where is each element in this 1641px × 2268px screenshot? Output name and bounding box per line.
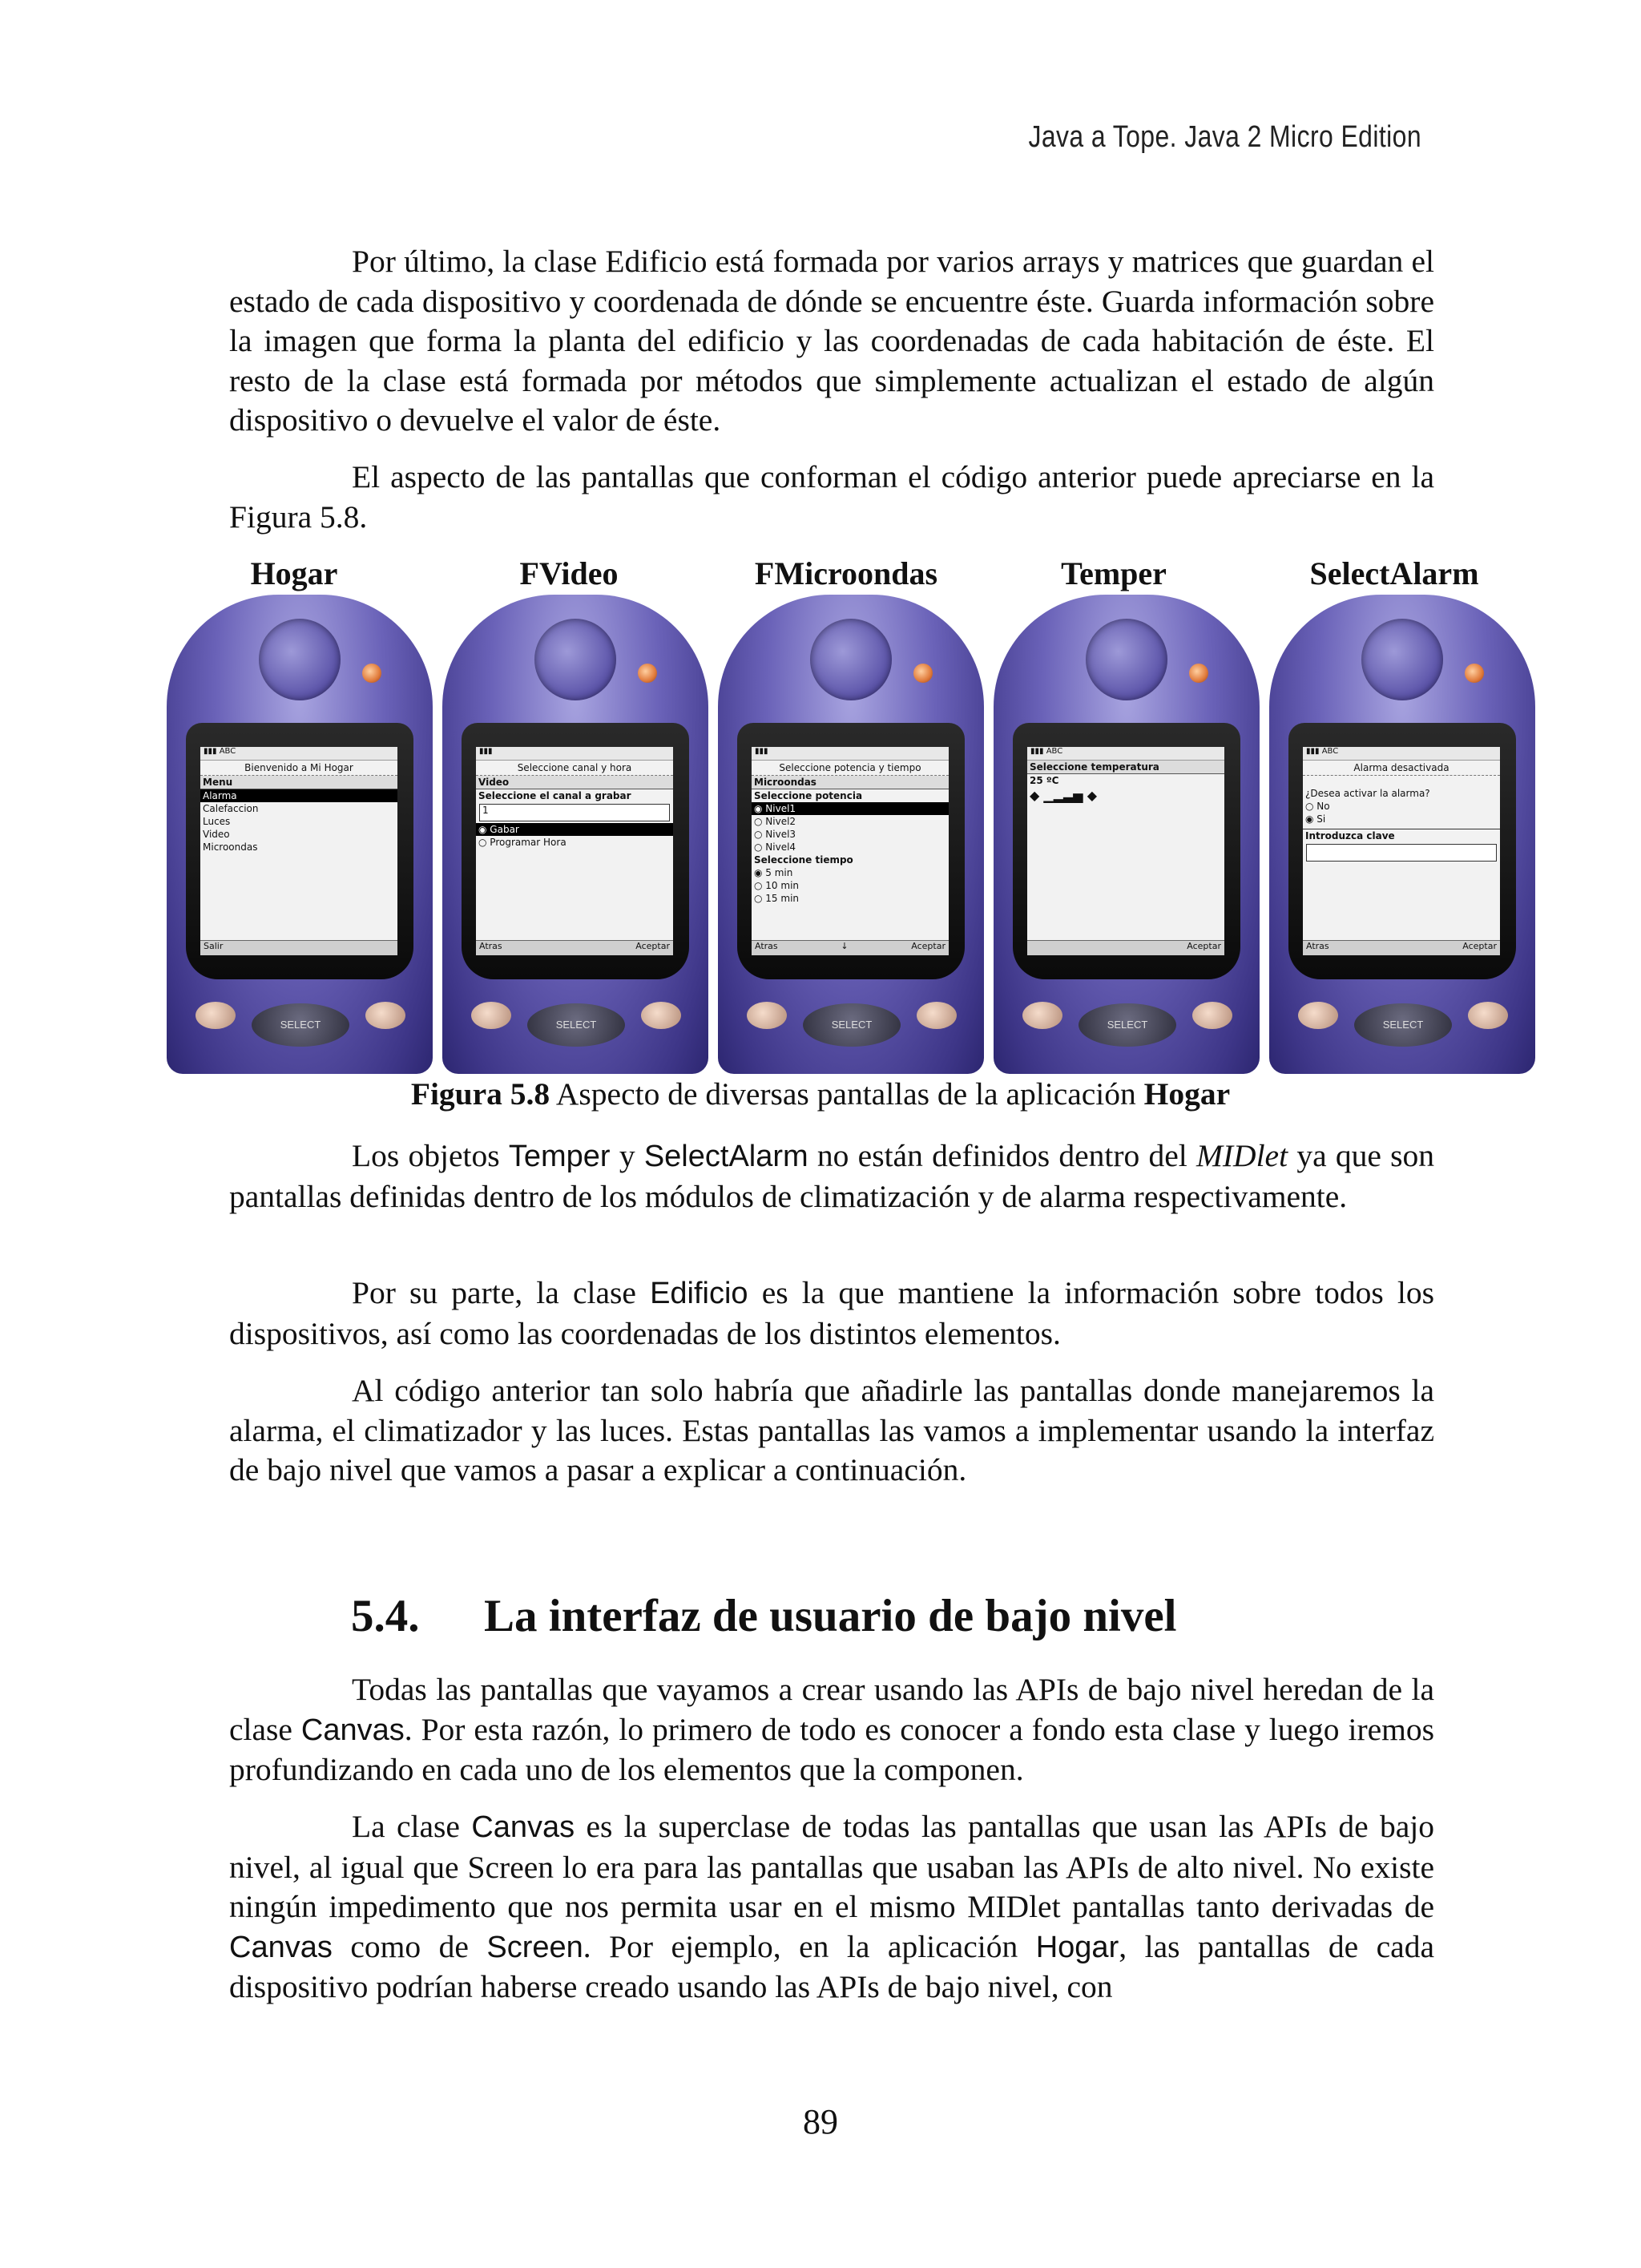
speaker-icon [1361,619,1443,700]
figure-labels [0,555,1641,595]
list-item: Alarma [200,789,397,802]
temperature-value: 25 ºC [1030,775,1059,786]
phone-hogar [167,595,433,1074]
phone-temper [994,595,1260,1074]
keypad [463,986,687,1058]
field-label: Seleccione el canal a grabar [478,790,631,801]
led-icon [1189,664,1208,683]
keypad [187,986,412,1058]
paragraph-codigo: Al código anterior tan solo habría que añadirle las pantallas donde manejaremos la alarma, el climatizador y las luces. Estas pantallas las vamos a implementar usando la interfaz de bajo nivel que vamos a pasar a explicar a continuación. [229,1373,1434,1487]
paragraph-aspecto: El aspecto de las pantallas que conforman el código anterior puede apreciarse en la Figura 5.8. [229,459,1434,535]
speaker-icon [1086,619,1167,700]
label-selectalarm: SelectAlarm [1309,555,1479,591]
phone-screen: ▮▮▮ ABC Alarma desactivada ¿Desea activar la alarma? ○ No ◉ Si Introduzca clave Atras Aceptar [1303,747,1500,955]
list-item: Video [203,829,230,840]
paragraph-canvas-superclase: La clase Canvas es la superclase de todas las pantallas que usan las APIs de bajo nivel, al igual que Screen lo era para las pantallas que usaban las APIs de alto nivel. No existe ningún impedimento que nos permita usar en el mismo MIDlet pantallas tanto derivadas de Canvas como de Screen. Por ejemplo, en la aplicación Hogar, las pantallas de cada dispositivo podrían haberse creado usando las APIs de bajo nivel, con [229,1809,1435,2004]
figure-caption: Figura 5.8 Aspecto de diversas pantallas de la aplicación Hogar [410,1076,1231,1112]
screen-title: Seleccione canal y hora [476,761,673,776]
phone-screen: ▮▮▮ Seleccione canal y hora Video Seleccione el canal a grabar 1 ◉ Gabar ○ Programar Hora Atras Aceptar [476,747,673,955]
phone-screen: ▮▮▮ Seleccione potencia y tiempo Microondas Seleccione potencia ◉ Nivel1 ○ Nivel2 ○ Nivel3 ○ Nivel4 Seleccione tiempo ◉ 5 min ○ 10 min ○ 15 min Atras ↓ Aceptar [752,747,949,955]
softkey-bar: Atras ↓ Aceptar [752,940,949,955]
field-label: Seleccione tiempo [754,854,853,866]
field-label: Introduzca clave [1303,829,1500,842]
field-label: Seleccione potencia [754,790,863,801]
led-icon [1465,664,1484,683]
page-number: 89 [803,2102,838,2141]
keypad [1290,986,1514,1058]
screen-subtitle: Seleccione temperatura [1027,761,1224,774]
status-bar: ▮▮▮ [752,747,949,761]
channel-field: 1 [479,804,670,821]
screen-subtitle: Video [476,776,673,789]
softkey-bar: Atras Aceptar [1303,940,1500,955]
screen-subtitle: Menu [200,776,397,789]
screen-title: Alarma desactivada [1303,761,1500,776]
paragraph-canvas-intro: Todas las pantallas que vayamos a crear usando las APIs de bajo nivel heredan de la clase Canvas. Por esta razón, lo primero de todo es conocer a fondo esta clase y luego iremos profundizando en cada uno de los elementos que la componen. [229,1672,1434,1787]
phone-selectalarm [1269,595,1535,1074]
phone-screen [200,747,397,955]
running-header: Java a Tope. Java 2 Micro Edition [1028,120,1421,154]
question-text: ¿Desea activar la alarma? [1305,788,1430,799]
speaker-icon [259,619,341,700]
phone-screen [1027,747,1224,955]
label-fvideo: FVideo [519,555,619,591]
speaker-icon [534,619,616,700]
softkey-bar: Atras Aceptar [476,940,673,955]
keypad [1014,986,1239,1058]
speaker-icon [810,619,892,700]
select-key: SELECT [527,1003,625,1047]
temperature-gauge: ◆ ▁▂▃▅ ◆ [1030,788,1097,803]
select-key: SELECT [803,1003,901,1047]
softkey-bar: Aceptar [1027,940,1224,955]
label-fmicroondas: FMicroondas [754,555,938,591]
list-item: Luces [203,816,231,827]
screen-subtitle: Microondas [752,776,949,789]
phone-fvideo [442,595,708,1074]
select-key: SELECT [1079,1003,1176,1047]
list-item: Microondas [203,841,258,853]
label-temper: Temper [1061,555,1167,591]
screen-title: Bienvenido a Mi Hogar [200,761,397,776]
status-bar: ▮▮▮ ABC [1027,747,1224,761]
led-icon [638,664,657,683]
led-icon [913,664,933,683]
led-icon [362,664,381,683]
status-bar: ▮▮▮ ABC [1303,747,1500,761]
list-item: Calefaccion [203,803,259,814]
status-bar: ▮▮▮ ABC [200,747,397,761]
softkey-bar: Salir [200,940,397,955]
status-bar: ▮▮▮ [476,747,673,761]
paragraph-edificio-info: Por su parte, la clase Edificio es la que mantiene la información sobre todos los dispositivos, así como las coordenadas de los distintos elementos. [229,1275,1435,1351]
select-key: SELECT [252,1003,349,1047]
paragraph-objetos: Los objetos Temper y SelectAlarm no están definidos dentro del MIDlet ya que son pantallas definidas dentro de los módulos de climatización y de alarma respectivamente. [229,1138,1435,1214]
paragraph-edificio: Por último, la clase Edificio está formada por varios arrays y matrices que guardan el estado de cada dispositivo y coordenada de dónde se encuentre éste. Guarda información sobre la imagen que forma la planta del edificio y las coordenadas de cada habitación de éste. El resto de la clase está formada por métodos que simplemente actualizan el estado de algún dispositivo o devuelve el valor de éste. [229,244,1434,438]
label-hogar: Hogar [250,555,338,591]
password-field [1306,844,1497,862]
screen-title: Seleccione potencia y tiempo [752,761,949,776]
keypad [739,986,963,1058]
phone-fmicroondas [718,595,984,1074]
select-key: SELECT [1354,1003,1452,1047]
